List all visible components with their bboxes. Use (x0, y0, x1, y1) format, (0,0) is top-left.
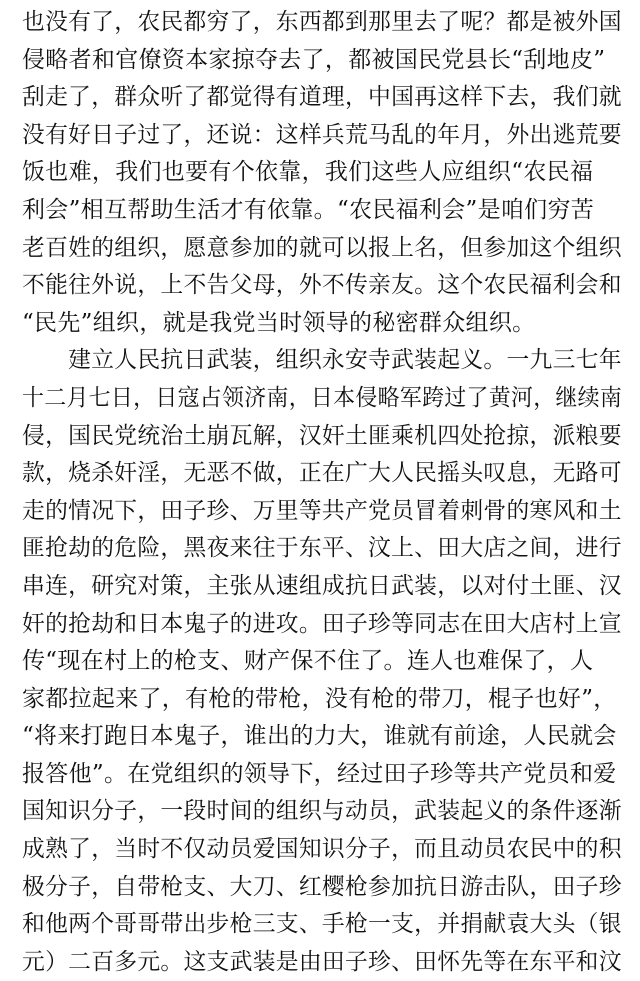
text-line: “将来打跑日本鬼子，谁出的力大，谁就有前途，人民就会 (22, 723, 617, 750)
text-line: 走的情况下，田子珍、万里等共产党员冒着刺骨的寒风和土 (22, 497, 622, 524)
text-line: 报答他”。在党组织的领导下，经过田子珍等共产党员和爱 (22, 760, 617, 787)
text-line: 匪抢劫的危险，黑夜来往于东平、汶上、田大店之间，进行 (22, 535, 622, 562)
text-line: 利会”相互帮助生活才有依靠。“农民福利会”是咱们穷苦 (22, 196, 595, 223)
text-line: 没有好日子过了，还说：这样兵荒马乱的年月，外出逃荒要 (22, 121, 622, 148)
text-line: 侵略者和官僚资本家掠夺去了，都被国民党县长“刮地皮” (22, 46, 606, 73)
text-line: 老百姓的组织，愿意参加的就可以报上名，但参加这个组织 (22, 234, 622, 261)
text-line: 国知识分子，一段时间的组织与动员，武装起义的条件逐渐 (22, 798, 622, 825)
text-line: 成熟了，当时不仅动员爱国知识分子，而且动员农民中的积 (22, 836, 622, 863)
text-line: 串连，研究对策，主张从速组成抗日武装，以对付土匪、汉 (22, 572, 622, 599)
text-line: 款，烧杀奸淫，无恶不做，正在广大人民摇头叹息，无路可 (22, 460, 622, 487)
text-line: “民先”组织，就是我党当时领导的秘密群众组织。 (22, 309, 536, 336)
text-line: 不能往外说，上不告父母，外不传亲友。这个农民福利会和 (22, 272, 622, 299)
text-line: 饭也难，我们也要有个依靠，我们这些人应组织“农民福 (22, 159, 594, 186)
paragraph-start-line: 建立人民抗日武装，组织永安寺武装起义。一九三七年 (22, 347, 622, 374)
text-line: 传“现在村上的枪支、财产保不住了。连人也难保了，人 (22, 648, 594, 675)
text-line: 极分子，自带枪支、大刀、红樱枪参加抗日游击队，田子珍 (22, 873, 622, 900)
text-line: 元）二百多元。这支武装是由田子珍、田怀先等在东平和汶 (22, 948, 622, 975)
text-line: 家都拉起来了，有枪的带枪，没有枪的带刀，棍子也好”， (22, 685, 617, 712)
text-line: 也没有了，农民都穷了，东西都到那里去了呢？都是被外国 (22, 9, 622, 35)
text-line: 和他两个哥哥带出步枪三支、手枪一支，并捐献袁大头（银 (22, 911, 622, 938)
text-line: 奸的抢劫和日本鬼子的进攻。田子珍等同志在田大店村上宣 (22, 610, 622, 637)
text-line: 十二月七日，日寇占领济南，日本侵略军跨过了黄河，继续南 (22, 384, 623, 411)
body-text (22, 4, 622, 981)
text-line: 侵，国民党统治土崩瓦解，汉奸土匪乘机四处抢掠，派粮要 (22, 422, 622, 449)
text-line: 刮走了，群众听了都觉得有道理，中国再这样下去，我们就 (22, 84, 622, 111)
